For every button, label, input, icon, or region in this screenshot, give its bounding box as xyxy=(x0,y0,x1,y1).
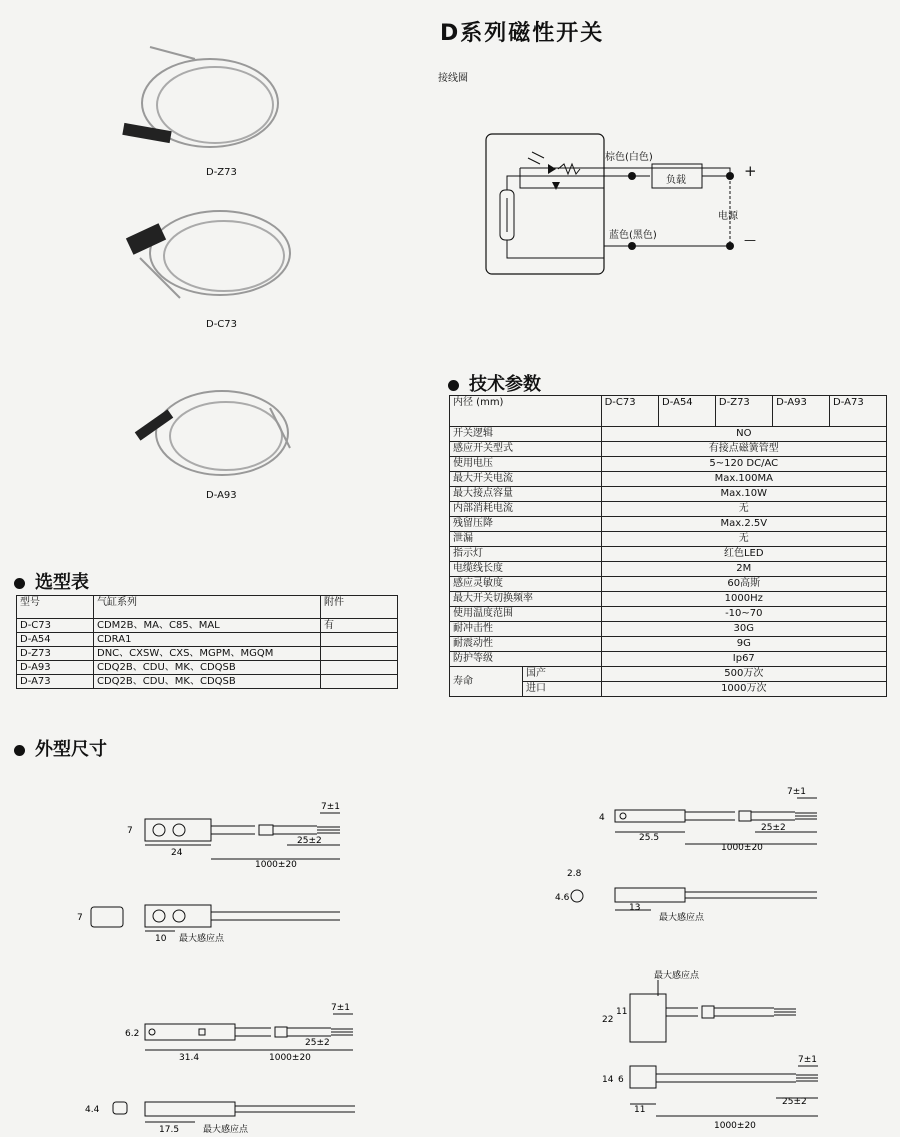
minus-sign: — xyxy=(744,233,756,247)
dim-side-height: 7 xyxy=(77,913,83,923)
spec-label: 感应灵敏度 xyxy=(450,577,602,592)
dimension-drawing-4 xyxy=(590,966,870,1136)
product-image-d-a93 xyxy=(130,378,300,488)
dim-cable: 1000±20 xyxy=(714,1121,756,1131)
spec-label: 泄漏 xyxy=(450,532,602,547)
spec-sublabel: 国产 xyxy=(523,667,602,682)
dim-cable: 1000±20 xyxy=(269,1053,311,1063)
spec-value: 5~120 DC/AC xyxy=(601,457,886,472)
dim-height: 22 xyxy=(602,1015,614,1025)
load-label: 负载 xyxy=(666,175,686,186)
spec-value: 9G xyxy=(601,637,886,652)
spec-label: 残留压降 xyxy=(450,517,602,532)
dim-body: 25.5 xyxy=(639,833,660,843)
specs-header-label: 内径 (mm) xyxy=(450,396,602,427)
plus-sign: + xyxy=(744,162,757,180)
spec-row xyxy=(450,562,887,577)
spec-row xyxy=(450,517,887,532)
dim-max-sense: 最大感应点 xyxy=(659,913,705,923)
table-row xyxy=(17,633,398,647)
specs-model: D-A93 xyxy=(773,396,830,427)
dimensions-heading xyxy=(14,735,107,761)
spec-row xyxy=(450,472,887,487)
dim-strip: 25±2 xyxy=(305,1038,330,1048)
spec-row xyxy=(450,577,887,592)
cell-model: D-C73 xyxy=(17,619,94,633)
dim-height-inner: 11 xyxy=(616,1007,628,1017)
spec-value: Max.2.5V xyxy=(601,517,886,532)
header-accessory: 附件 xyxy=(321,596,398,619)
spec-label: 开关逻辑 xyxy=(450,427,602,442)
spec-value: 500万次 xyxy=(601,667,886,682)
spec-label: 耐冲击性 xyxy=(450,622,602,637)
spec-label: 最大接点容量 xyxy=(450,487,602,502)
spec-value: 无 xyxy=(601,532,886,547)
cell-accessory xyxy=(321,661,398,675)
dim-strip: 25±2 xyxy=(782,1097,807,1107)
table-row xyxy=(17,675,398,689)
dim-max-sense: 最大感应点 xyxy=(179,934,225,944)
spec-value: 红色LED xyxy=(601,547,886,562)
specs-table xyxy=(449,395,887,697)
wiring-label: 接线圈 xyxy=(438,73,468,84)
cell-accessory xyxy=(321,675,398,689)
cell-accessory xyxy=(321,633,398,647)
brown-wire-label: 棕色(白色) xyxy=(605,152,653,163)
specs-heading xyxy=(448,370,541,396)
dim-max-sense: 最大感应点 xyxy=(203,1125,249,1135)
specs-model: D-A73 xyxy=(830,396,887,427)
spec-row xyxy=(450,622,887,637)
power-label: 电源 xyxy=(718,211,738,222)
dim-sense: 11 xyxy=(634,1105,646,1115)
dim-tol: 7±1 xyxy=(787,787,806,797)
dim-max-sense: 最大感应点 xyxy=(654,971,700,981)
dim-side-height-inner: 6 xyxy=(618,1075,624,1085)
dimensions-heading-text: 外型尺寸 xyxy=(35,739,107,760)
dim-side-height: 4.4 xyxy=(85,1105,100,1115)
spec-row xyxy=(450,547,887,562)
spec-value: 1000万次 xyxy=(601,682,886,697)
spec-value: Max.100MA xyxy=(601,472,886,487)
selection-heading xyxy=(14,568,89,594)
cell-series: CDM2B、MA、C85、MAL xyxy=(94,619,321,633)
spec-label: 寿命 xyxy=(450,667,523,697)
dim-cable: 1000±20 xyxy=(721,843,763,853)
spec-label: 电缆线长度 xyxy=(450,562,602,577)
cell-model: D-Z73 xyxy=(17,647,94,661)
cell-model: D-A54 xyxy=(17,633,94,647)
spec-row xyxy=(450,667,887,682)
dim-strip: 25±2 xyxy=(297,836,322,846)
bullet-icon xyxy=(14,745,25,756)
spec-value: Ip67 xyxy=(601,652,886,667)
page-title: D系列磁性开关 xyxy=(440,21,605,46)
dim-cable: 1000±20 xyxy=(255,860,297,870)
cell-model: D-A93 xyxy=(17,661,94,675)
spec-value: -10~70 xyxy=(601,607,886,622)
dim-sense: 10 xyxy=(155,934,167,944)
dimension-drawing-1 xyxy=(75,795,375,945)
bullet-icon xyxy=(14,578,25,589)
spec-value: NO xyxy=(601,427,886,442)
spec-value: 1000Hz xyxy=(601,592,886,607)
dim-sense: 17.5 xyxy=(159,1125,180,1135)
specs-model: D-C73 xyxy=(601,396,658,427)
spec-label: 防护等级 xyxy=(450,652,602,667)
blue-wire-label: 蓝色(黑色) xyxy=(609,230,657,241)
table-row xyxy=(17,661,398,675)
cell-accessory: 有 xyxy=(321,619,398,633)
spec-label: 使用电压 xyxy=(450,457,602,472)
spec-label: 最大开关电流 xyxy=(450,472,602,487)
header-series: 气缸系列 xyxy=(94,596,321,619)
specs-model: D-Z73 xyxy=(715,396,772,427)
cell-series: CDRA1 xyxy=(94,633,321,647)
spec-row xyxy=(450,427,887,442)
product-caption-d-z73: D-Z73 xyxy=(206,167,237,178)
selection-heading-text: 选型表 xyxy=(35,572,89,593)
spec-label: 最大开关切换频率 xyxy=(450,592,602,607)
specs-model: D-A54 xyxy=(659,396,716,427)
header-model: 型号 xyxy=(17,596,94,619)
cell-series: CDQ2B、CDU、MK、CDQSB xyxy=(94,675,321,689)
spec-row xyxy=(450,532,887,547)
dim-strip: 25±2 xyxy=(761,823,786,833)
bullet-icon xyxy=(448,380,459,391)
product-image-d-z73 xyxy=(115,45,295,165)
dim-tol: 7±1 xyxy=(331,1003,350,1013)
spec-row xyxy=(450,652,887,667)
dim-side-height: 14 xyxy=(602,1075,614,1085)
spec-row xyxy=(450,637,887,652)
spec-label: 内部消耗电流 xyxy=(450,502,602,517)
table-header-row xyxy=(17,596,398,619)
dim-height: 6.2 xyxy=(125,1029,140,1039)
cell-series: CDQ2B、CDU、MK、CDQSB xyxy=(94,661,321,675)
selection-table xyxy=(16,595,398,689)
spec-row xyxy=(450,442,887,457)
cell-model: D-A73 xyxy=(17,675,94,689)
dim-tol: 7±1 xyxy=(798,1055,817,1065)
cell-series: DNC、CXSW、CXS、MGPM、MGQM xyxy=(94,647,321,661)
dimension-drawing-3 xyxy=(555,784,855,924)
cell-accessory xyxy=(321,647,398,661)
spec-row xyxy=(450,502,887,517)
dimension-drawing-2 xyxy=(75,1000,375,1135)
spec-row xyxy=(450,607,887,622)
table-row xyxy=(17,619,398,633)
dim-body: 31.4 xyxy=(179,1053,200,1063)
spec-row xyxy=(450,592,887,607)
dim-tol: 7±1 xyxy=(321,802,340,812)
spec-value: 无 xyxy=(601,502,886,517)
dim-height: 7 xyxy=(127,826,133,836)
specs-heading-text: 技术参数 xyxy=(469,374,541,395)
table-row xyxy=(17,647,398,661)
dim-body: 24 xyxy=(171,848,183,858)
spec-value: Max.10W xyxy=(601,487,886,502)
dim-side-height: 4.6 xyxy=(555,893,570,903)
spec-sublabel: 进口 xyxy=(523,682,602,697)
product-caption-d-c73: D-C73 xyxy=(206,319,238,330)
spec-label: 感应开关型式 xyxy=(450,442,602,457)
spec-row xyxy=(450,457,887,472)
dim-height: 4 xyxy=(599,813,605,823)
dim-sense: 13 xyxy=(629,903,641,913)
spec-label: 耐震动性 xyxy=(450,637,602,652)
spec-value: 有接点磁簧管型 xyxy=(601,442,886,457)
spec-value: 2M xyxy=(601,562,886,577)
spec-label: 使用温度范围 xyxy=(450,607,602,622)
spec-value: 30G xyxy=(601,622,886,637)
product-image-d-c73 xyxy=(120,198,305,313)
spec-row xyxy=(450,487,887,502)
product-caption-d-a93: D-A93 xyxy=(206,490,237,501)
spec-label: 指示灯 xyxy=(450,547,602,562)
specs-header-row xyxy=(450,396,887,427)
spec-value: 60高斯 xyxy=(601,577,886,592)
dim-width: 2.8 xyxy=(567,869,582,879)
